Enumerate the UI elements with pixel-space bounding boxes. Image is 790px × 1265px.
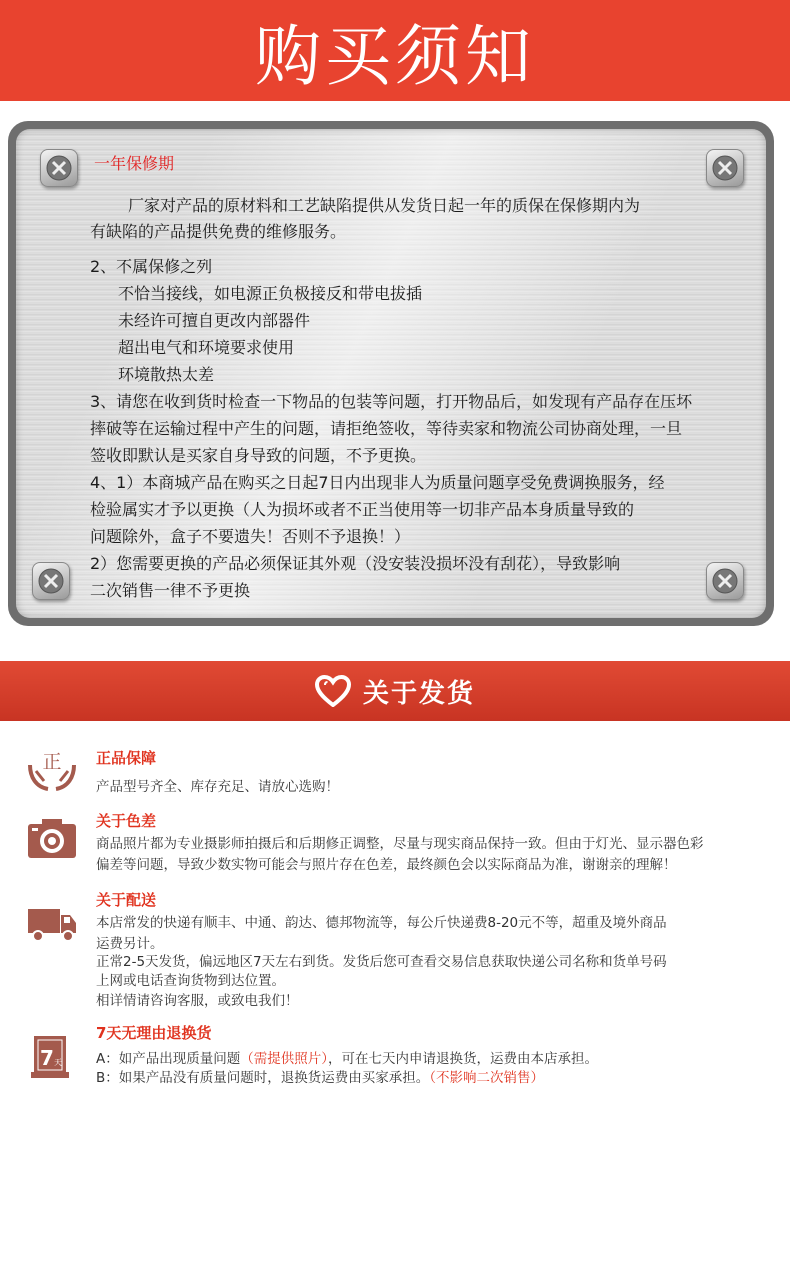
shipping-banner xyxy=(0,661,790,721)
genuine-icon-text: 正 xyxy=(42,751,62,773)
color-text: 商品照片都为专业摄影师拍摄后和后期修正调整，尽量与现实商品保持一致。但由于灯光、显示器色彩 xyxy=(96,836,704,852)
returns-line-b-text: B：如果产品没有质量问题时，退换货运费由买家承担。 xyxy=(96,1070,430,1086)
warranty-text: 厂家对产品的原材料和工艺缺陷提供从发货日起一年的质保在保修期内为 xyxy=(128,196,641,215)
delivery-text: 上网或电话查询货物到达位置。 xyxy=(96,973,285,989)
genuine-title: 正品保障 xyxy=(96,749,157,767)
warranty-title: 一年保修期 xyxy=(94,154,175,173)
returns-line-b xyxy=(96,1066,544,1086)
returns-line-b-note: （不影响二次销售） xyxy=(429,1070,545,1086)
shipping-title: 关于发货 xyxy=(362,678,475,709)
exclusion-item: 超出电气和环境要求使用 xyxy=(118,338,295,357)
exclusion-item: 环境散热太差 xyxy=(118,365,215,384)
delivery-text: 相详情请咨询客服，或致电我们！ xyxy=(96,993,299,1009)
color-text: 偏差等问题，导致少数实物可能会与照片存在色差，最终颜色会以实际商品为准，谢谢亲的理解！ xyxy=(96,857,677,873)
genuine-hands-icon xyxy=(26,747,78,793)
exclusion-item: 不恰当接线，如电源正负极接反和带电拔插 xyxy=(118,284,423,303)
notice-item-3: 签收即默认是买家自身导致的问题，不予更换。 xyxy=(90,446,427,465)
delivery-text: 本店常发的快递有顺丰、中通、韵达、德邦物流等，每公斤快递费8-20元不等，超重及境外商品 xyxy=(96,915,667,931)
seven-day-icon xyxy=(30,1034,70,1080)
notice-panel xyxy=(16,129,766,618)
returns-line-a-note: （需提供照片） xyxy=(240,1051,328,1067)
notice-item-4: 检验属实才予以更换（人为损坏或者不正当使用等一切非产品本身质量导致的 xyxy=(90,500,635,519)
delivery-text: 运费另计。 xyxy=(96,936,164,952)
returns-title: 7天无理由退换货 xyxy=(96,1024,212,1042)
returns-line-a xyxy=(96,1047,598,1067)
page-header xyxy=(0,0,790,101)
delivery-title: 关于配送 xyxy=(96,891,157,909)
exclusions-title: 2、不属保修之列 xyxy=(90,257,213,276)
truck-icon xyxy=(26,901,78,947)
exclusion-item: 未经许可擅自更改内部器件 xyxy=(118,311,311,330)
notice-item-4: 4、1）本商城产品在购买之日起7日内出现非人为质量问题享受免费调换服务，经 xyxy=(90,473,665,492)
warranty-text: 有缺陷的产品提供免费的维修服务。 xyxy=(90,222,347,241)
notice-text xyxy=(16,129,766,618)
seven-day-icon-number: 7 xyxy=(40,1046,54,1070)
notice-item-4: 二次销售一律不予更换 xyxy=(90,581,251,600)
notice-panel-frame xyxy=(8,121,774,626)
returns-line-a-text: ，可在七天内申请退换货，运费由本店承担。 xyxy=(328,1051,598,1067)
camera-icon xyxy=(26,816,78,862)
page-title: 购买须知 xyxy=(255,18,535,95)
notice-item-4: 2）您需要更换的产品必须保证其外观（没安装没损坏没有刮花），导致影响 xyxy=(90,554,621,573)
notice-item-3: 摔破等在运输过程中产生的问题，请拒绝签收，等待卖家和物流公司协商处理，一旦 xyxy=(90,419,683,438)
heart-icon xyxy=(315,675,351,707)
returns-line-a-text: A：如产品出现质量问题 xyxy=(96,1051,241,1067)
color-title: 关于色差 xyxy=(96,812,157,830)
genuine-text: 产品型号齐全、库存充足、请放心选购！ xyxy=(96,779,339,795)
notice-item-3: 3、请您在收到货时检查一下物品的包装等问题，打开物品后，如发现有产品存在压坏 xyxy=(90,392,693,411)
delivery-text: 正常2-5天发货，偏远地区7天左右到货。发货后您可查看交易信息获取快递公司名称和货单号码 xyxy=(96,954,667,970)
notice-item-4: 问题除外，盒子不要遗失！否则不予退换！） xyxy=(90,527,411,546)
seven-day-icon-unit: 天 xyxy=(54,1058,62,1067)
